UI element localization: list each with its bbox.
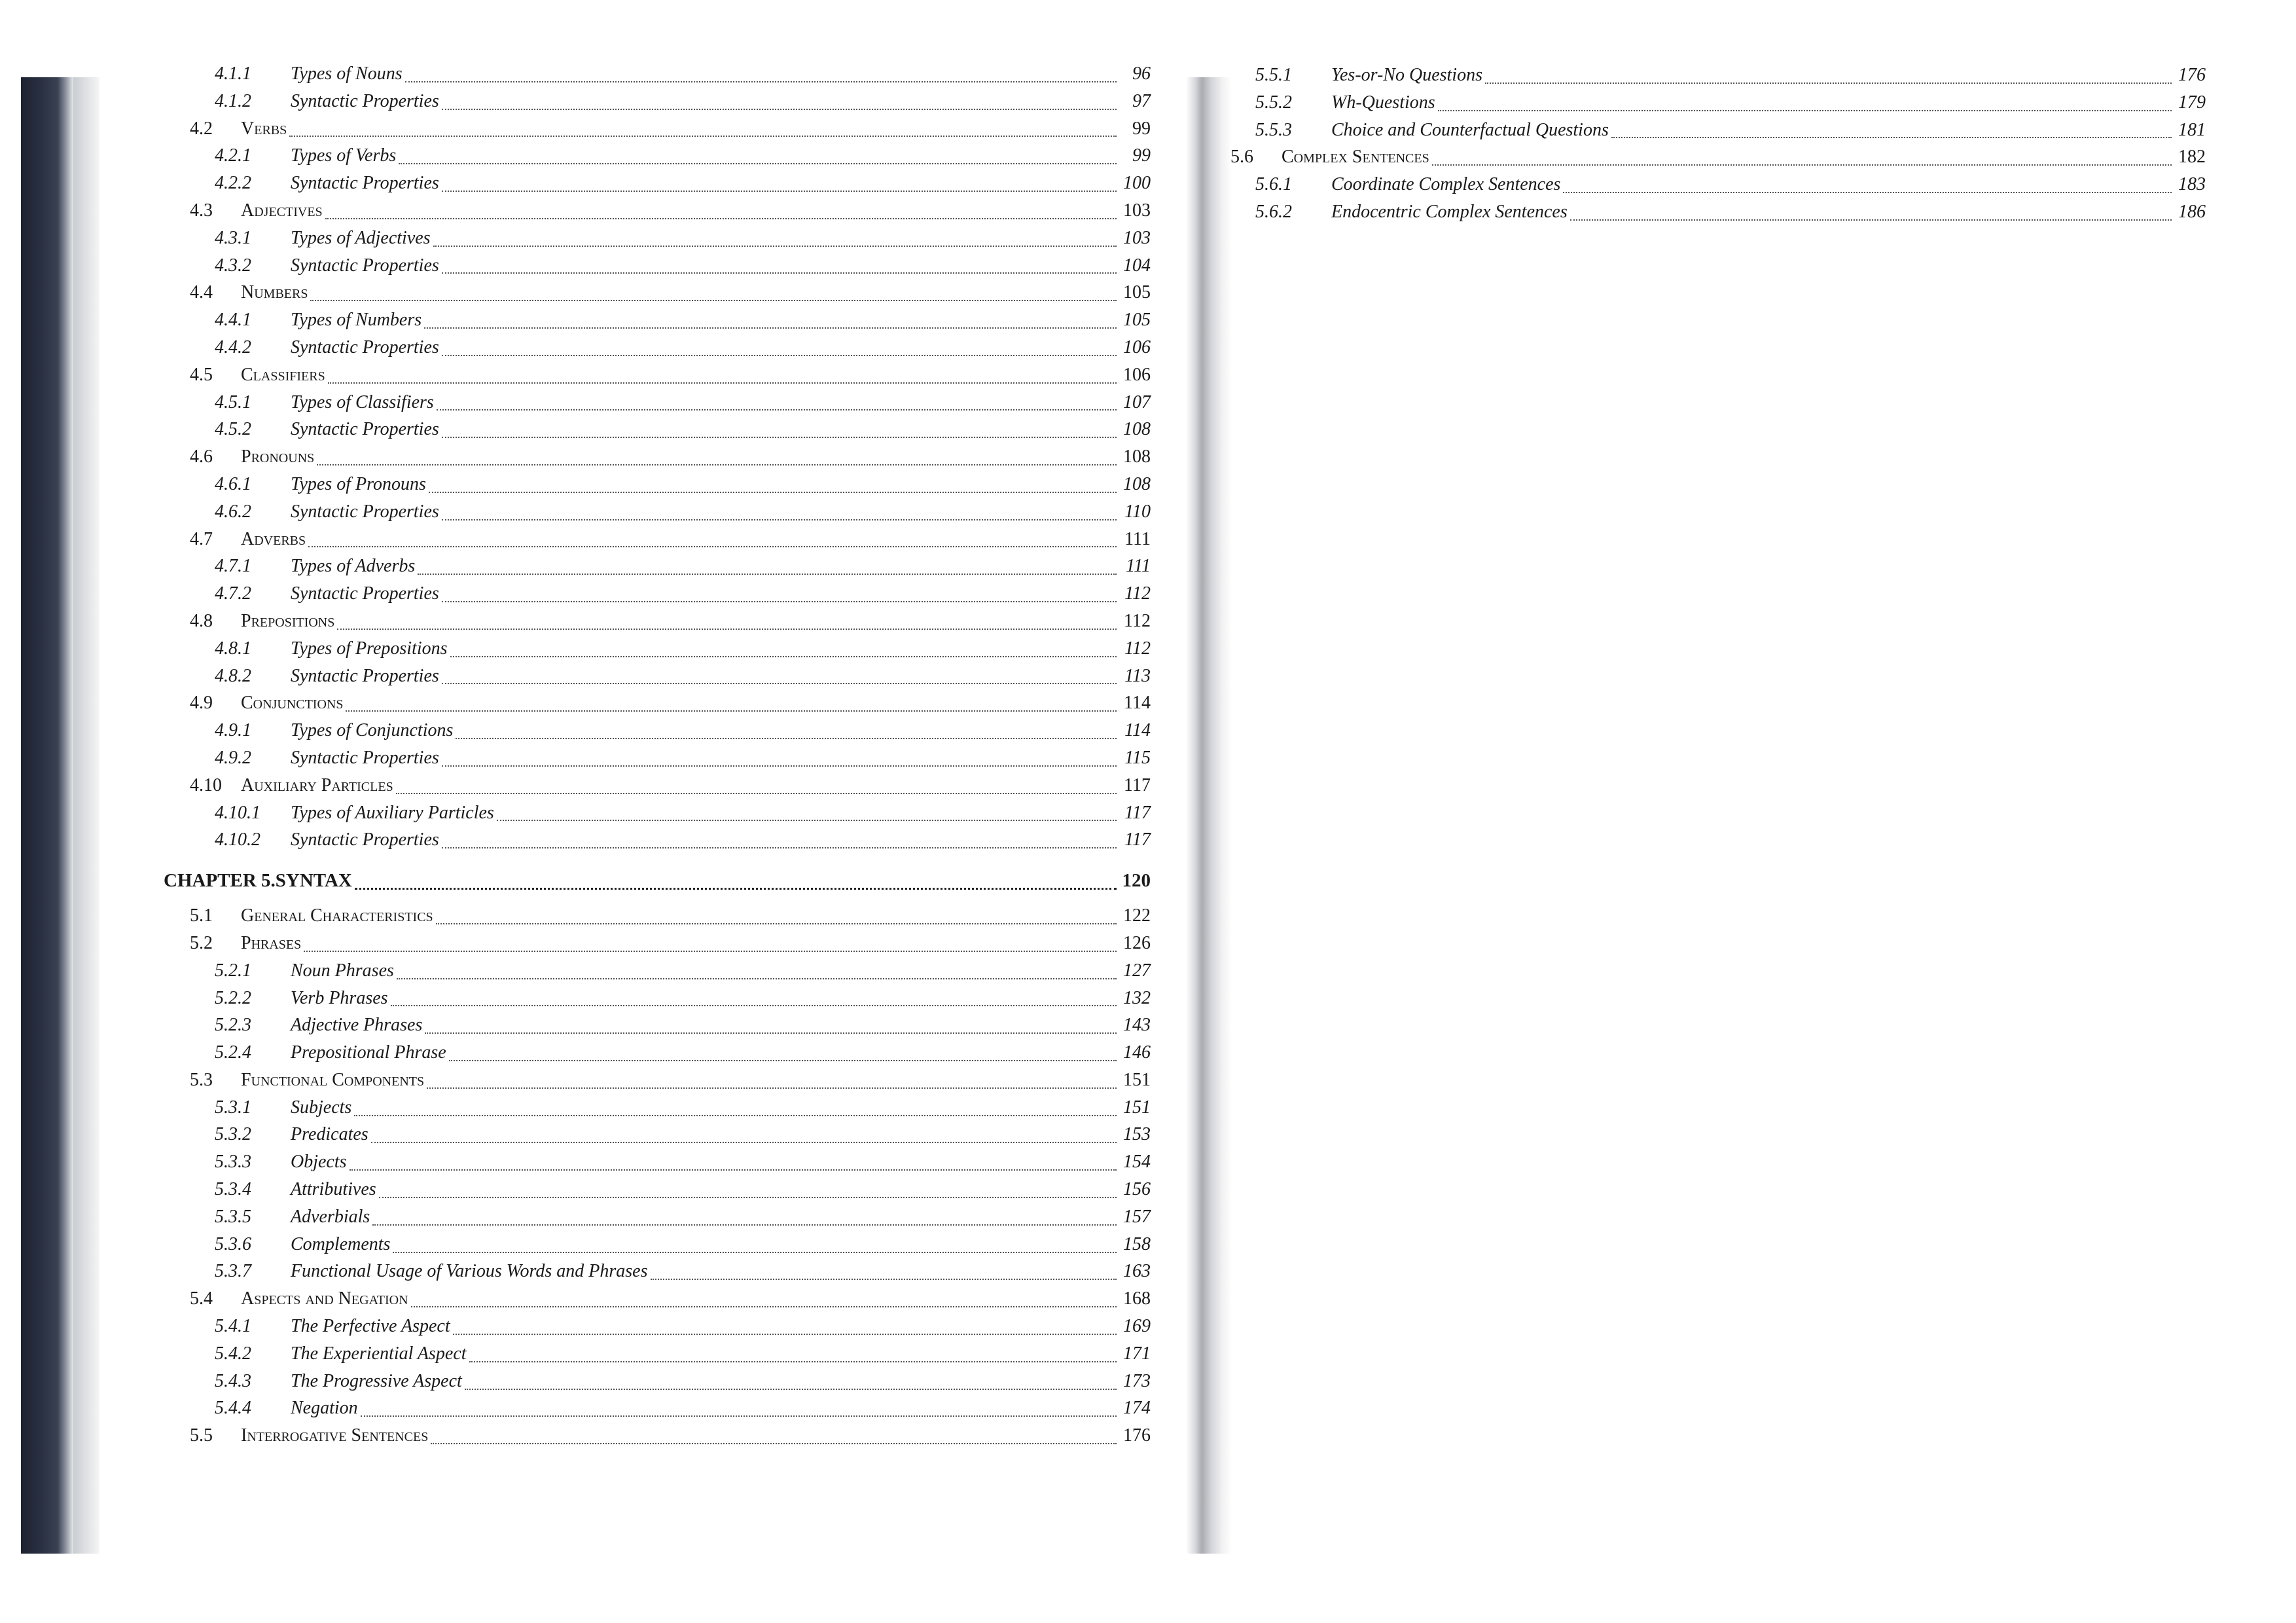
toc-entry-title: Syntactic Properties: [291, 90, 439, 111]
toc-entry-page-number: 114: [1124, 693, 1151, 714]
toc-entry-number: 5.6: [1230, 147, 1253, 168]
dot-leader: [354, 1110, 1117, 1116]
toc-entry-title: Verb Phrases: [291, 987, 388, 1008]
dot-leader: [397, 973, 1117, 979]
toc-section-entry: [65, 1422, 1151, 1450]
toc-entry-page-number: 110: [1124, 501, 1151, 522]
toc-entry-title: Complements: [291, 1233, 391, 1254]
toc-entry-number: 5.3.2: [215, 1124, 251, 1145]
toc-entry-number: 4.7: [190, 528, 213, 549]
toc-entry-title: Types of Prepositions: [291, 638, 448, 659]
toc-entry-page-number: 117: [1124, 775, 1151, 795]
toc-subsection-entry: [65, 744, 1151, 772]
toc-entry-title: Coordinate Complex Sentences: [1331, 174, 1561, 195]
dot-leader: [418, 568, 1117, 575]
toc-chapter-heading: [65, 862, 1151, 900]
dot-leader: [391, 1000, 1117, 1006]
toc-entry-number: 4.5: [190, 364, 213, 385]
toc-entry-number: 5.5: [190, 1425, 213, 1446]
toc-entry-title: Verbs: [241, 118, 287, 139]
toc-entry-title: Types of Auxiliary Particles: [291, 802, 494, 823]
toc-entry-number: 4.5.2: [215, 419, 251, 440]
toc-entry-page-number: 146: [1123, 1042, 1151, 1063]
dot-leader: [304, 945, 1117, 952]
dot-leader: [328, 377, 1117, 384]
toc-list-left: [65, 60, 1151, 1450]
toc-entry-number: 5.2.2: [215, 987, 251, 1008]
toc-entry-title: Types of Adverbs: [291, 556, 416, 577]
dot-leader: [442, 185, 1117, 192]
toc-entry-title: Auxiliary Particles: [241, 775, 393, 795]
toc-entry-number: 5.6.2: [1255, 201, 1292, 222]
toc-entry-number: 4.6.1: [215, 473, 251, 494]
toc-entry-title: Types of Classifiers: [291, 392, 434, 412]
toc-subsection-entry: [65, 389, 1151, 416]
toc-entry-page-number: 158: [1123, 1233, 1151, 1254]
toc-entry-number: 5.3.1: [215, 1097, 251, 1118]
toc-entry-number: 4.6: [190, 447, 213, 467]
toc-section-entry: [65, 772, 1151, 799]
dot-leader: [431, 1438, 1117, 1444]
toc-entry-title: Negation: [291, 1398, 358, 1419]
toc-entry-page-number: 115: [1124, 747, 1151, 768]
toc-entry-page-number: 108: [1123, 419, 1151, 440]
toc-entry-number: 4.4.1: [215, 310, 251, 331]
dot-leader: [453, 1328, 1117, 1335]
dot-leader: [350, 1164, 1117, 1171]
toc-entry-number: 5.5.1: [1255, 65, 1292, 85]
toc-entry-title: Syntactic Properties: [291, 173, 439, 194]
toc-entry-title: Syntactic Properties: [291, 583, 439, 604]
toc-entry-title: Syntactic Properties: [291, 501, 439, 522]
toc-subsection-entry: [65, 1340, 1151, 1368]
toc-subsection-entry: [65, 957, 1151, 985]
toc-entry-page-number: 176: [2178, 65, 2206, 85]
toc-subsection-entry: [65, 1313, 1151, 1340]
toc-entry-number: 4.6.2: [215, 501, 251, 522]
toc-entry-number: 4.7.1: [215, 556, 251, 577]
toc-entry-page-number: 114: [1124, 720, 1151, 741]
toc-entry-page-number: 100: [1123, 173, 1151, 194]
toc-subsection-entry: [65, 1148, 1151, 1176]
toc-entry-title: Syntactic Properties: [291, 337, 439, 357]
toc-section-entry: [65, 1067, 1151, 1094]
toc-entry-page-number: 151: [1123, 1069, 1151, 1090]
toc-entry-page-number: 132: [1123, 987, 1151, 1008]
dot-leader: [424, 322, 1117, 329]
toc-subsection-entry: [65, 1121, 1151, 1148]
toc-entry-title: Attributives: [291, 1179, 376, 1200]
dot-leader: [497, 814, 1117, 821]
toc-entry-number: 5.2.3: [215, 1015, 251, 1036]
dot-leader: [317, 459, 1117, 465]
dot-leader: [436, 918, 1117, 924]
toc-entry-number: 4.9: [190, 693, 213, 714]
toc-entry-number: 4.3.1: [215, 227, 251, 248]
toc-entry-page-number: 111: [1126, 556, 1151, 577]
dot-leader: [346, 705, 1117, 712]
toc-section-entry: [65, 443, 1151, 471]
toc-entry-title: Adverbials: [291, 1206, 370, 1227]
toc-entry-page-number: 112: [1124, 610, 1151, 631]
toc-subsection-entry: [65, 252, 1151, 280]
toc-subsection-entry: [65, 1176, 1151, 1203]
toc-subsection-entry: [65, 1258, 1151, 1285]
dot-leader: [437, 404, 1117, 410]
toc-entry-page-number: 104: [1123, 255, 1151, 276]
toc-entry-number: 4.5.1: [215, 392, 251, 412]
toc-section-entry: [65, 689, 1151, 717]
toc-entry-page-number: 103: [1123, 200, 1151, 221]
toc-subsection-entry: [65, 1094, 1151, 1122]
toc-entry-page-number: 157: [1123, 1206, 1151, 1227]
toc-subsection-entry: [65, 170, 1151, 197]
toc-entry-number: 5.2.1: [215, 960, 251, 981]
toc-entry-title: Interrogative Sentences: [241, 1425, 429, 1446]
toc-entry-number: 4.10: [190, 775, 222, 795]
toc-entry-title: Functional Usage of Various Words and Phrases: [291, 1261, 648, 1282]
right-page: [1232, 77, 2253, 1554]
dot-leader: [442, 760, 1117, 767]
toc-entry-page-number: 126: [1123, 932, 1151, 953]
toc-subsection-entry: [65, 1203, 1151, 1231]
toc-entry-page-number: 117: [1124, 802, 1151, 823]
toc-entry-number: 5.3.7: [215, 1261, 251, 1282]
dot-leader: [393, 1247, 1117, 1253]
toc-entry-number: 4.9.2: [215, 747, 251, 768]
toc-subsection-entry: [65, 88, 1151, 115]
toc-subsection-entry: [65, 60, 1151, 88]
toc-entry-number: 4.8: [190, 610, 213, 631]
toc-subsection-entry: [65, 799, 1151, 827]
toc-entry-number: 5.5.2: [1255, 92, 1292, 113]
toc-entry-page-number: 143: [1123, 1015, 1151, 1036]
toc-entry-page-number: 97: [1132, 90, 1151, 111]
toc-subsection-entry: [65, 1395, 1151, 1422]
toc-entry-number: 5.3.4: [215, 1179, 251, 1200]
toc-subsection-entry: [1230, 171, 2206, 198]
toc-entry-number: 5.5.3: [1255, 119, 1292, 140]
toc-entry-page-number: 111: [1124, 528, 1151, 549]
toc-entry-page-number: 108: [1123, 473, 1151, 494]
toc-entry-page-number: 183: [2178, 174, 2206, 195]
toc-entry-number: 4.8.2: [215, 665, 251, 686]
dot-leader: [449, 1055, 1117, 1061]
toc-entry-title: Objects: [291, 1152, 347, 1173]
toc-entry-number: 5.4: [190, 1288, 213, 1309]
toc-entry-title: Numbers: [241, 282, 308, 303]
toc-entry-page-number: 151: [1123, 1097, 1151, 1118]
toc-entry-page-number: 107: [1123, 392, 1151, 412]
toc-entry-page-number: 99: [1132, 118, 1151, 139]
toc-entry-title: Adjectives: [241, 200, 323, 221]
toc-entry-title: The Perfective Aspect: [291, 1316, 450, 1337]
toc-entry-number: 4.3.2: [215, 255, 251, 276]
dot-leader: [371, 1137, 1117, 1143]
toc-entry-number: 4.2.1: [215, 145, 251, 166]
toc-entry-title: General Characteristics: [241, 905, 433, 926]
dot-leader: [399, 158, 1117, 164]
toc-entry-page-number: 122: [1123, 905, 1151, 926]
toc-entry-page-number: 186: [2178, 201, 2206, 222]
toc-entry-title: Choice and Counterfactual Questions: [1331, 119, 1609, 140]
toc-entry-number: 5.3.6: [215, 1233, 251, 1254]
toc-subsection-entry: [65, 225, 1151, 252]
toc-entry-page-number: 163: [1123, 1261, 1151, 1282]
toc-entry-page-number: 176: [1123, 1425, 1151, 1446]
dot-leader: [372, 1219, 1117, 1226]
toc-entry-title: Syntactic Properties: [291, 255, 439, 276]
dot-leader: [442, 431, 1117, 438]
toc-entry-page-number: 169: [1123, 1316, 1151, 1337]
toc-entry-title: Aspects and Negation: [241, 1288, 408, 1309]
dot-leader: [456, 733, 1117, 739]
toc-entry-page-number: 173: [1123, 1370, 1151, 1391]
toc-list-right: [1230, 62, 2206, 226]
toc-subsection-entry: [65, 826, 1151, 854]
toc-entry-number: 5.3.5: [215, 1206, 251, 1227]
toc-subsection-entry: [65, 142, 1151, 170]
toc-section-entry: [1230, 143, 2206, 171]
toc-entry-page-number: 103: [1123, 227, 1151, 248]
toc-entry-number: 4.2.2: [215, 173, 251, 194]
toc-entry-page-number: 153: [1123, 1124, 1151, 1145]
toc-entry-number: 5.6.1: [1255, 174, 1292, 195]
toc-entry-page-number: 105: [1123, 310, 1151, 331]
toc-entry-page-number: 156: [1123, 1179, 1151, 1200]
toc-section-entry: [65, 1285, 1151, 1313]
toc-entry-title: Prepositions: [241, 610, 335, 631]
toc-section-entry: [65, 902, 1151, 930]
toc-entry-number: 5.2.4: [215, 1042, 251, 1063]
page-gutter: [1186, 77, 1232, 1554]
toc-subsection-entry: [65, 471, 1151, 498]
toc-subsection-entry: [1230, 62, 2206, 89]
toc-subsection-entry: [65, 553, 1151, 580]
toc-section-entry: [65, 115, 1151, 143]
toc-subsection-entry: [65, 717, 1151, 744]
dot-leader: [442, 678, 1117, 684]
toc-entry-title: Yes-or-No Questions: [1331, 65, 1482, 85]
dot-leader: [379, 1192, 1117, 1198]
toc-entry-title: Complex Sentences: [1282, 147, 1429, 168]
dot-leader: [310, 295, 1117, 301]
toc-entry-page-number: 96: [1132, 64, 1151, 84]
toc-entry-page-number: 106: [1123, 337, 1151, 357]
toc-entry-number: 4.8.1: [215, 638, 251, 659]
toc-section-entry: [65, 608, 1151, 635]
dot-leader: [465, 1383, 1117, 1390]
toc-entry-number: 4.4.2: [215, 337, 251, 357]
toc-subsection-entry: [65, 580, 1151, 608]
toc-entry-page-number: 182: [2178, 147, 2206, 168]
dot-leader: [325, 213, 1117, 219]
dot-leader: [442, 103, 1117, 110]
toc-entry-number: 5.2: [190, 932, 213, 953]
toc-section-entry: [65, 526, 1151, 553]
toc-entry-page-number: 127: [1123, 960, 1151, 981]
dot-leader: [425, 1027, 1117, 1034]
toc-subsection-entry: [65, 334, 1151, 361]
toc-entry-number: 4.3: [190, 200, 213, 221]
dot-leader: [1570, 214, 2172, 221]
toc-section-entry: [65, 197, 1151, 225]
toc-entry-number: 5.1: [190, 905, 213, 926]
toc-entry-page-number: 120: [1122, 870, 1151, 892]
toc-subsection-entry: [65, 1039, 1151, 1067]
dot-leader: [361, 1410, 1117, 1417]
dot-leader: [442, 350, 1117, 356]
toc-entry-title: Conjunctions: [241, 693, 344, 714]
toc-entry-title: Predicates: [291, 1124, 368, 1145]
toc-entry-page-number: 171: [1123, 1343, 1151, 1364]
dot-leader: [1432, 159, 2172, 166]
dot-leader: [651, 1273, 1117, 1280]
dot-leader: [1438, 105, 2172, 111]
dot-leader: [411, 1301, 1117, 1307]
toc-entry-title: Prepositional Phrase: [291, 1042, 446, 1063]
toc-subsection-entry: [65, 1012, 1151, 1039]
dot-leader: [469, 1356, 1117, 1362]
toc-subsection-entry: [65, 416, 1151, 443]
toc-entry-number: 5.4.1: [215, 1316, 251, 1337]
toc-entry-title: The Experiential Aspect: [291, 1343, 467, 1364]
toc-entry-title: Types of Nouns: [291, 64, 403, 84]
toc-entry-title: Types of Verbs: [291, 145, 397, 166]
toc-entry-title: Subjects: [291, 1097, 352, 1118]
dot-leader: [442, 842, 1117, 848]
toc-entry-title: Syntactic Properties: [291, 665, 439, 686]
toc-entry-title: Functional Components: [241, 1069, 425, 1090]
dot-leader: [1485, 77, 2172, 84]
dot-leader: [450, 651, 1117, 657]
dot-leader: [396, 788, 1117, 794]
toc-subsection-entry: [1230, 89, 2206, 117]
toc-entry-page-number: 112: [1124, 583, 1151, 604]
toc-entry-title: Wh-Questions: [1331, 92, 1435, 113]
toc-entry-title: The Progressive Aspect: [291, 1370, 462, 1391]
toc-entry-number: 4.1.2: [215, 90, 251, 111]
toc-entry-title: Syntactic Properties: [291, 747, 439, 768]
toc-entry-page-number: 113: [1124, 665, 1151, 686]
toc-subsection-entry: [65, 985, 1151, 1012]
toc-entry-number: 5.4.2: [215, 1343, 251, 1364]
toc-entry-number: 4.1.1: [215, 64, 251, 84]
toc-entry-number: 5.4.3: [215, 1370, 251, 1391]
toc-entry-page-number: 117: [1124, 830, 1151, 850]
toc-subsection-entry: [65, 663, 1151, 690]
toc-entry-page-number: 181: [2178, 119, 2206, 140]
toc-entry-title: Types of Conjunctions: [291, 720, 454, 741]
toc-entry-title: Types of Numbers: [291, 310, 422, 331]
dot-leader: [442, 267, 1117, 274]
dot-leader: [1563, 187, 2172, 193]
toc-subsection-entry: [65, 635, 1151, 663]
dot-leader: [337, 623, 1117, 630]
toc-entry-page-number: 154: [1123, 1152, 1151, 1173]
toc-entry-page-number: 108: [1123, 447, 1151, 467]
dot-leader: [308, 541, 1117, 547]
dot-leader: [429, 486, 1117, 493]
toc-entry-title: Pronouns: [241, 447, 315, 467]
toc-entry-number: 4.10.1: [215, 802, 260, 823]
dot-leader: [433, 240, 1117, 247]
toc-subsection-entry: [1230, 117, 2206, 144]
toc-subsection-entry: [65, 498, 1151, 526]
dot-leader: [289, 130, 1117, 137]
toc-entry-page-number: 105: [1123, 282, 1151, 303]
toc-entry-number: 5.4.4: [215, 1398, 251, 1419]
toc-entry-title: Syntactic Properties: [291, 830, 439, 850]
toc-subsection-entry: [1230, 198, 2206, 226]
toc-entry-page-number: 174: [1123, 1398, 1151, 1419]
toc-entry-page-number: 168: [1123, 1288, 1151, 1309]
toc-subsection-entry: [65, 306, 1151, 334]
toc-entry-page-number: 112: [1124, 638, 1151, 659]
toc-entry-page-number: 99: [1132, 145, 1151, 166]
dot-leader: [442, 514, 1117, 520]
toc-entry-number: 4.2: [190, 118, 213, 139]
toc-entry-title: Classifiers: [241, 364, 325, 385]
toc-entry-title: CHAPTER 5.SYNTAX: [164, 870, 352, 892]
dot-leader: [427, 1082, 1117, 1089]
dot-leader: [405, 76, 1117, 82]
toc-subsection-entry: [65, 1231, 1151, 1258]
toc-entry-title: Endocentric Complex Sentences: [1331, 201, 1568, 222]
toc-entry-number: 4.4: [190, 282, 213, 303]
toc-entry-number: 5.3.3: [215, 1152, 251, 1173]
toc-entry-number: 4.9.1: [215, 720, 251, 741]
toc-entry-title: Adverbs: [241, 528, 306, 549]
toc-entry-title: Noun Phrases: [291, 960, 394, 981]
toc-entry-page-number: 106: [1123, 364, 1151, 385]
dot-leader: [355, 883, 1117, 890]
toc-entry-page-number: 179: [2178, 92, 2206, 113]
toc-entry-title: Types of Adjectives: [291, 227, 431, 248]
toc-entry-title: Adjective Phrases: [291, 1015, 423, 1036]
dot-leader: [1611, 132, 2172, 138]
toc-section-entry: [65, 279, 1151, 306]
toc-entry-number: 4.7.2: [215, 583, 251, 604]
toc-subsection-entry: [65, 1368, 1151, 1395]
toc-entry-title: Phrases: [241, 932, 302, 953]
toc-entry-title: Syntactic Properties: [291, 419, 439, 440]
toc-section-entry: [65, 361, 1151, 389]
dot-leader: [442, 596, 1117, 602]
toc-entry-title: Types of Pronouns: [291, 473, 426, 494]
toc-entry-number: 5.3: [190, 1069, 213, 1090]
toc-section-entry: [65, 930, 1151, 957]
toc-entry-number: 4.10.2: [215, 830, 260, 850]
